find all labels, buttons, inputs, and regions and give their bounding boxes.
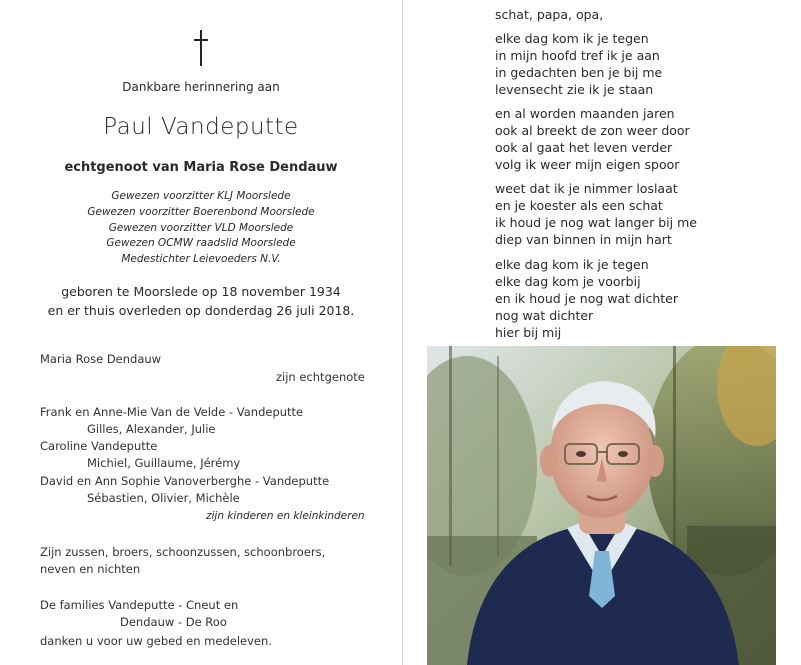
intro-text: Dankbare herinnering aan <box>122 80 280 94</box>
poem-line: ook al gaat het leven verder <box>495 140 673 155</box>
families-line: De families Vandeputte - Cneut en <box>40 598 239 612</box>
grandchildren-line: Gilles, Alexander, Julie <box>87 422 216 436</box>
poem-line: volg ik weer mijn eigen spoor <box>495 157 680 172</box>
siblings-line: Zijn zussen, broers, schoonzussen, schoonbroers, <box>40 545 326 559</box>
cross-icon <box>191 28 211 68</box>
function-line: Medestichter Leievoeders N.V. <box>121 253 281 265</box>
grandchildren-line: Sébastien, Olivier, Michèle <box>87 491 240 505</box>
poem-line: in mijn hoofd tref ik je aan <box>495 48 660 63</box>
poem-line: schat, papa, opa, <box>495 7 604 22</box>
poem-line: levensecht zie ik je staan <box>495 82 654 97</box>
function-line: Gewezen voorzitter VLD Moorslede <box>108 222 294 234</box>
function-line: Gewezen voorzitter KLJ Moorslede <box>111 190 291 202</box>
widow-name: Maria Rose Dendauw <box>40 352 162 366</box>
death-line: en er thuis overleden op donderdag 26 juli 2018. <box>47 303 355 318</box>
poem-line: en ik houd je nog wat dichter <box>495 291 678 306</box>
poem-line: ook al breekt de zon weer door <box>495 123 690 138</box>
siblings-line: neven en nichten <box>40 562 141 576</box>
deceased-name: Paul Vandeputte <box>103 114 299 140</box>
child-line: David en Ann Sophie Vanoverberghe - Vandeputte <box>40 474 330 488</box>
poem-line: hier bij mij <box>495 325 562 340</box>
poem-line: weet dat ik je nimmer loslaat <box>495 181 678 196</box>
function-line: Gewezen voorzitter Boerenbond Moorslede <box>87 206 315 218</box>
poem-line: nog wat dichter <box>495 308 594 323</box>
birth-line: geboren te Moorslede op 18 november 1934 <box>61 284 341 299</box>
poem-line: diep van binnen in mijn hart <box>495 232 672 247</box>
poem-line: en je koester als een schat <box>495 198 663 213</box>
widow-role: zijn echtgenote <box>276 370 365 384</box>
poem-line: elke dag kom ik je tegen <box>495 31 649 46</box>
poem-line: elke dag kom je voorbij <box>495 274 641 289</box>
thanks-line: danken u voor uw gebed en medeleven. <box>40 634 272 648</box>
poem-line: elke dag kom ik je tegen <box>495 257 649 272</box>
child-line: Frank en Anne-Mie Van de Velde - Vandeputte <box>40 405 304 419</box>
poem-line: ik houd je nog wat langer bij me <box>495 215 697 230</box>
function-line: Gewezen OCMW raadslid Moorslede <box>106 237 296 249</box>
families-line: Dendauw - De Roo <box>120 615 227 629</box>
grandchildren-line: Michiel, Guillaume, Jérémy <box>87 456 241 470</box>
children-role: zijn kinderen en kleinkinderen <box>206 510 365 522</box>
child-line: Caroline Vandeputte <box>40 439 158 453</box>
poem-line: in gedachten ben je bij me <box>495 65 663 80</box>
portrait-photo <box>427 346 776 665</box>
spouse-line: echtgenoot van Maria Rose Dendauw <box>64 160 338 175</box>
poem-line: en al worden maanden jaren <box>495 106 675 121</box>
